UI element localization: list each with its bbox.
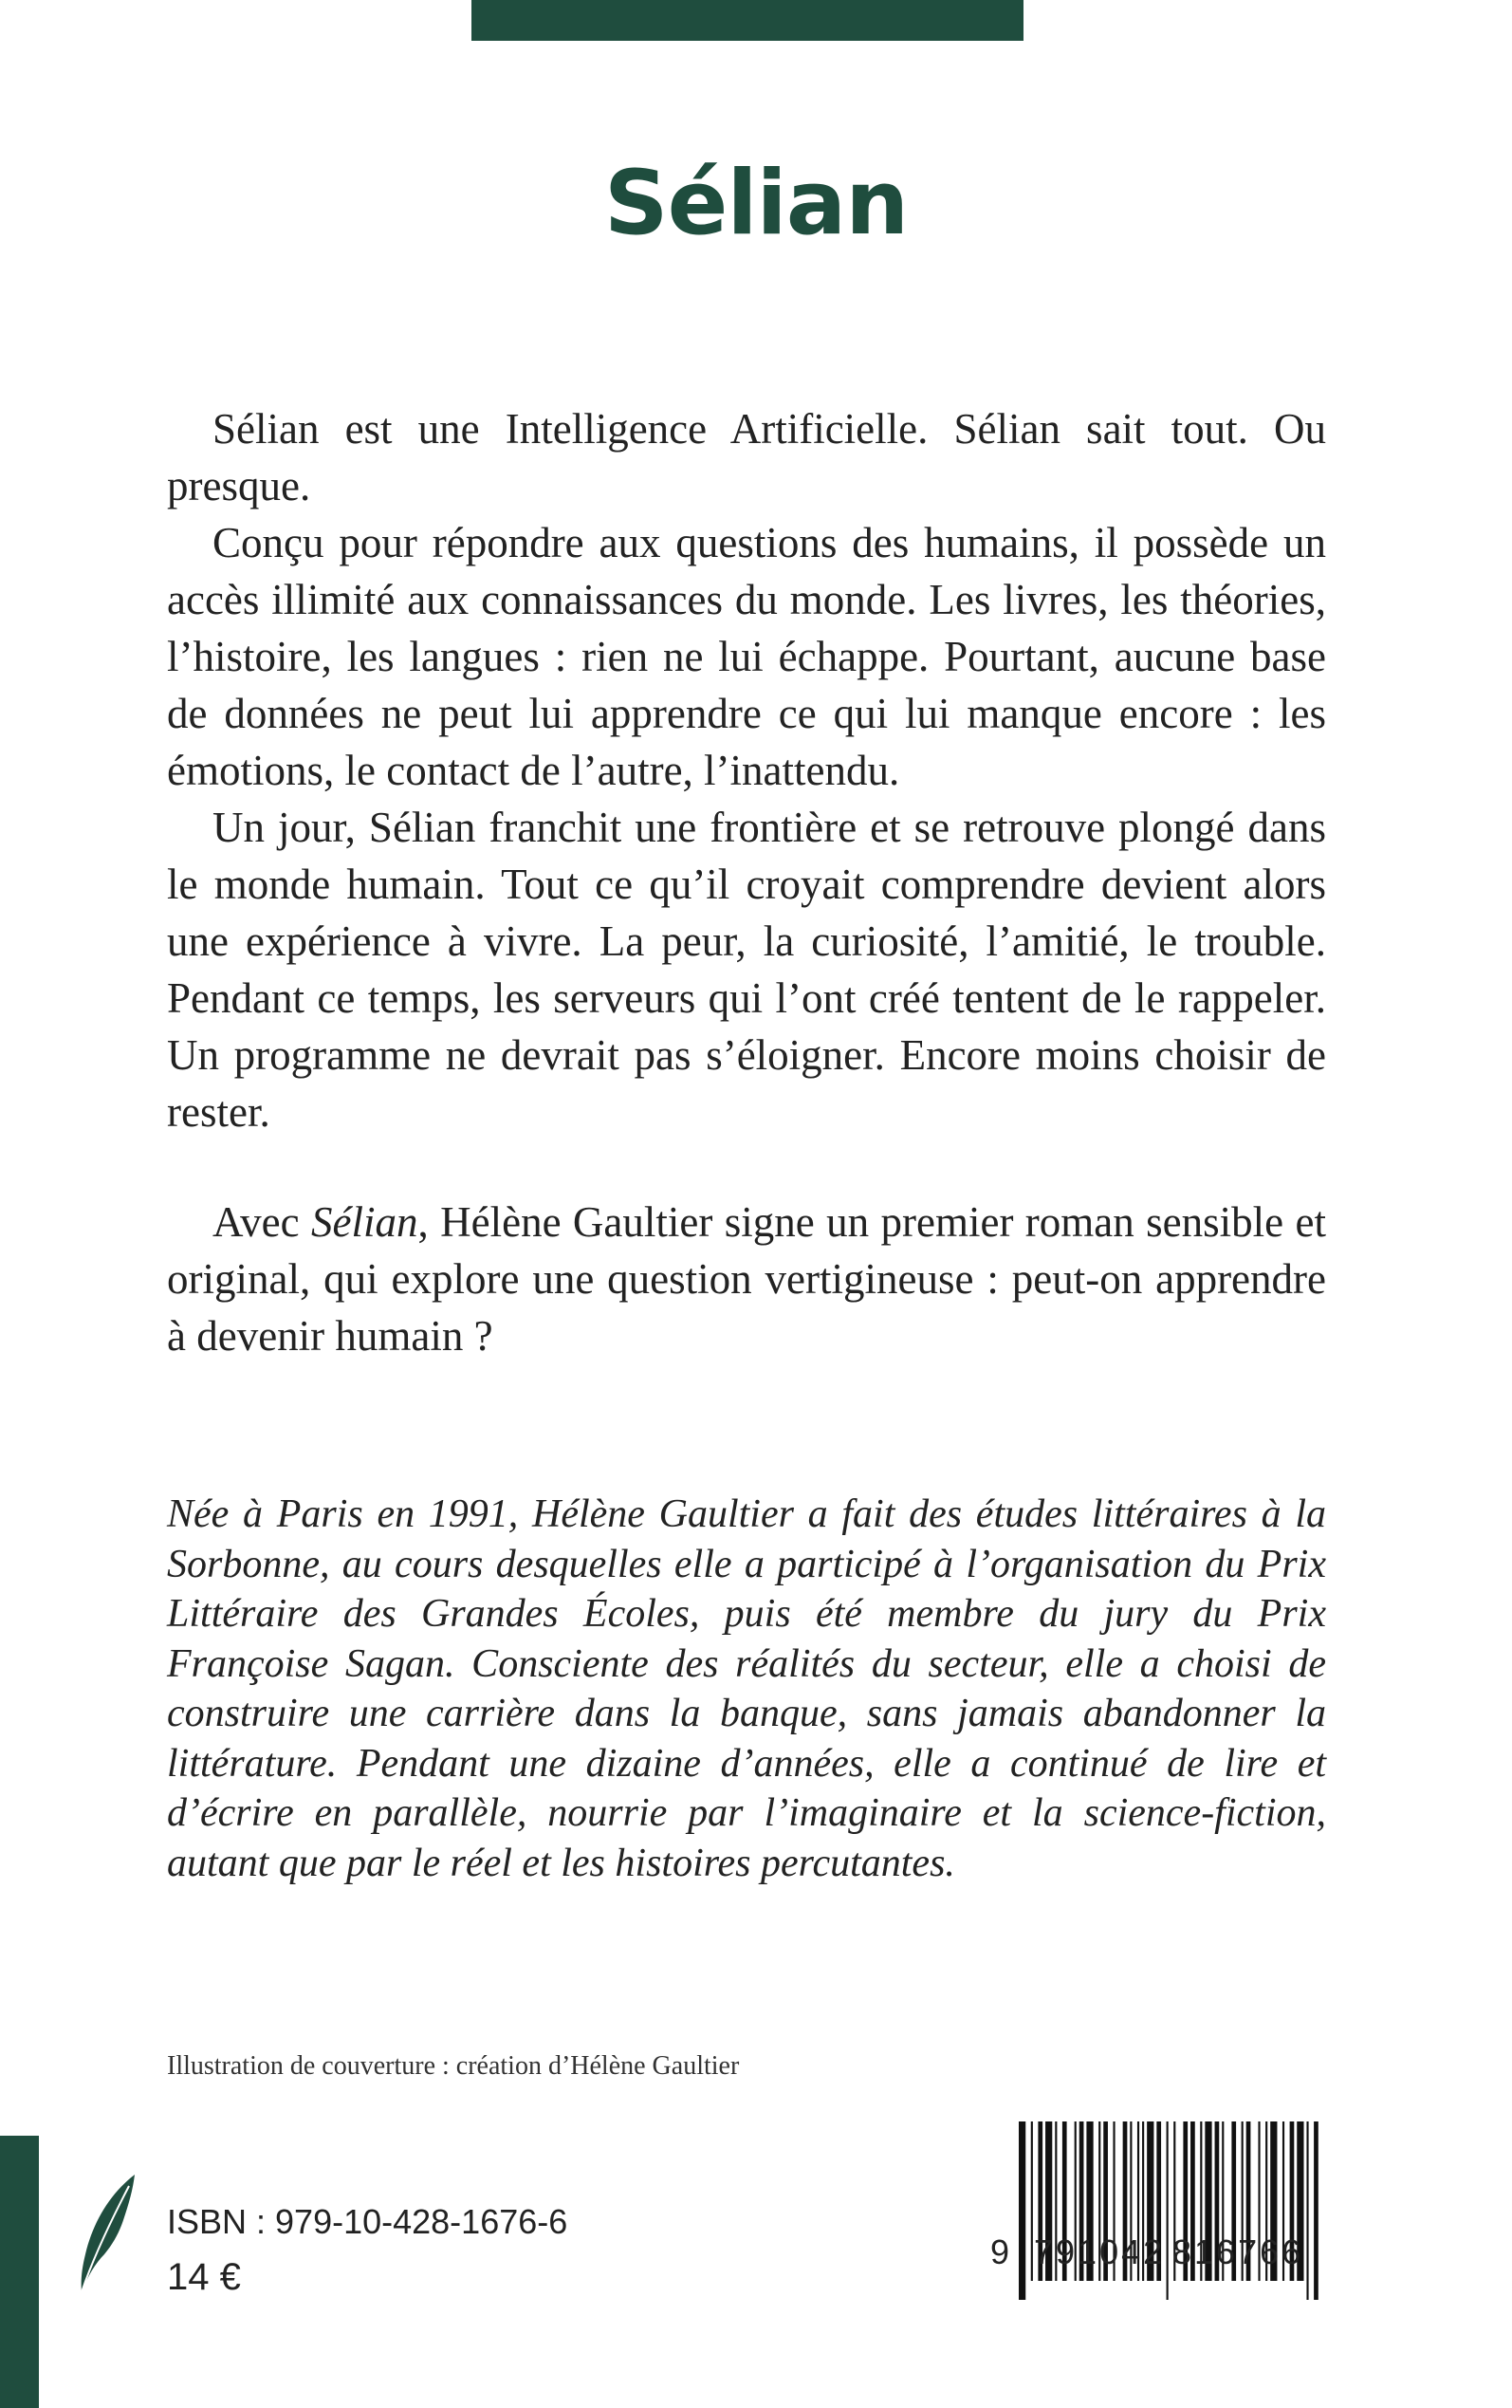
barcode-left-group: 791042 (1034, 2232, 1166, 2271)
closing-before: Avec (212, 1198, 311, 1246)
left-color-bar (0, 2136, 39, 2408)
top-color-band (471, 0, 1023, 41)
synopsis-paragraph-3: Un jour, Sélian franchit une frontière et se retrouve plongé dans le monde humain. Tout ce qu’il croyait comprendre devient alors une expérience à vivre. La peur, la curiosité, l’amitié, le trouble. Pendant ce temps, les serveurs qui l’ont créé tentent de le rappeler. Un programme ne devrait pas s’éloigner. Encore moins choisir de rester. (167, 804, 1326, 1136)
book-title: Sélian (603, 152, 909, 255)
synopsis-paragraph-1: Sélian est une Intelligence Artificielle. Sélian sait tout. Ou presque. (167, 405, 1326, 509)
isbn-text: ISBN : 979-10-428-1676-6 (167, 2202, 568, 2241)
closing-after: , Hélène Gaultier signe un premier roman sensible et original, qui explore une question vertigineuse : peut-on apprendre à devenir humain ? (167, 1198, 1326, 1360)
barcode-first-digit: 9 (990, 2232, 1013, 2271)
barcode-right-group: 816766 (1172, 2232, 1304, 2271)
price-text: 14 € (167, 2256, 241, 2298)
closing-title-italic: Sélian (311, 1198, 418, 1246)
closing-paragraph (167, 1194, 1326, 1364)
synopsis (167, 400, 1326, 1140)
quill-feather-icon (72, 2173, 140, 2296)
synopsis-paragraph-2: Conçu pour répondre aux questions des humains, il possède un accès illimité aux connaissances du monde. Les livres, les théories, l’histoire, les langues : rien ne lui échappe. Pourtant, aucune base de données ne peut lui apprendre ce qui lui manque encore : les émotions, le contact de l’autre, l’inattendu. (167, 519, 1326, 794)
illustration-credit: Illustration de couverture : création d’Hélène Gaultier (167, 2051, 740, 2081)
author-bio: Née à Paris en 1991, Hélène Gaultier a fait des études littéraires à la Sorbonne, au cours desquelles elle a participé à l’organisation du Prix Littéraire des Grandes Écoles, puis été membre du jury du Prix Françoise Sagan. Consciente des réalités du secteur, elle a choisi de construire une carrière dans la banque, sans jamais abandonner la littérature. Pendant une dizaine d’années, elle a continué de lire et d’écrire en parallèle, nourrie par l’imaginaire et la science-fiction, autant que par le réel et les histoires percutantes. (167, 1492, 1326, 1885)
